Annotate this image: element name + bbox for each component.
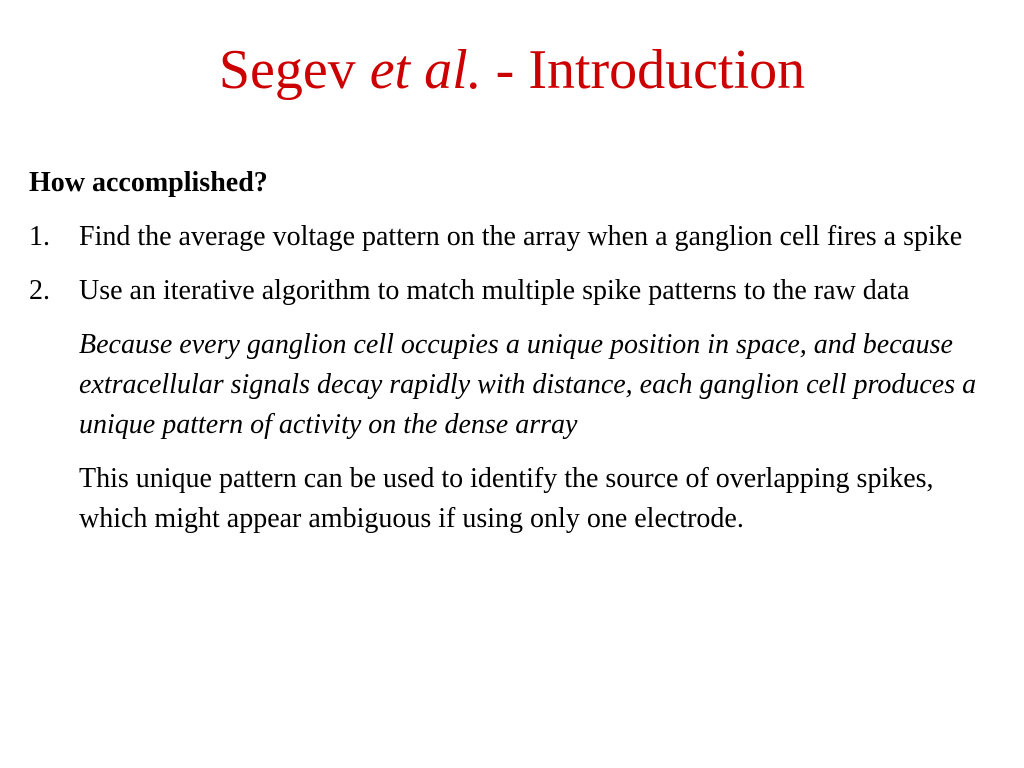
list-item-2 [29, 271, 989, 311]
explanation-paragraph: Because every ganglion cell occupies a unique position in space, and because extracellular signals decay rapidly with distance, each ganglion cell produces a unique pattern of activity on the dense array [79, 329, 977, 440]
slide-body [29, 163, 989, 553]
list-number-1: 1. [29, 221, 50, 252]
conclusion-paragraph: This unique pattern can be used to identify the source of overlapping spikes, which might appear ambiguous if using only one electrode. [79, 463, 934, 534]
list-number-2: 2. [29, 275, 50, 306]
title-suffix: - Introduction [481, 39, 806, 101]
list-text-1: Find the average voltage pattern on the array when a ganglion cell fires a spike [79, 221, 963, 252]
list-item-1 [29, 217, 989, 257]
title-etal: et al. [369, 39, 482, 101]
title-author: Segev [218, 39, 370, 101]
section-heading: How accomplished? [29, 167, 268, 198]
slide-title [0, 38, 1024, 102]
list-text-2: Use an iterative algorithm to match multiple spike patterns to the raw data [79, 275, 910, 306]
